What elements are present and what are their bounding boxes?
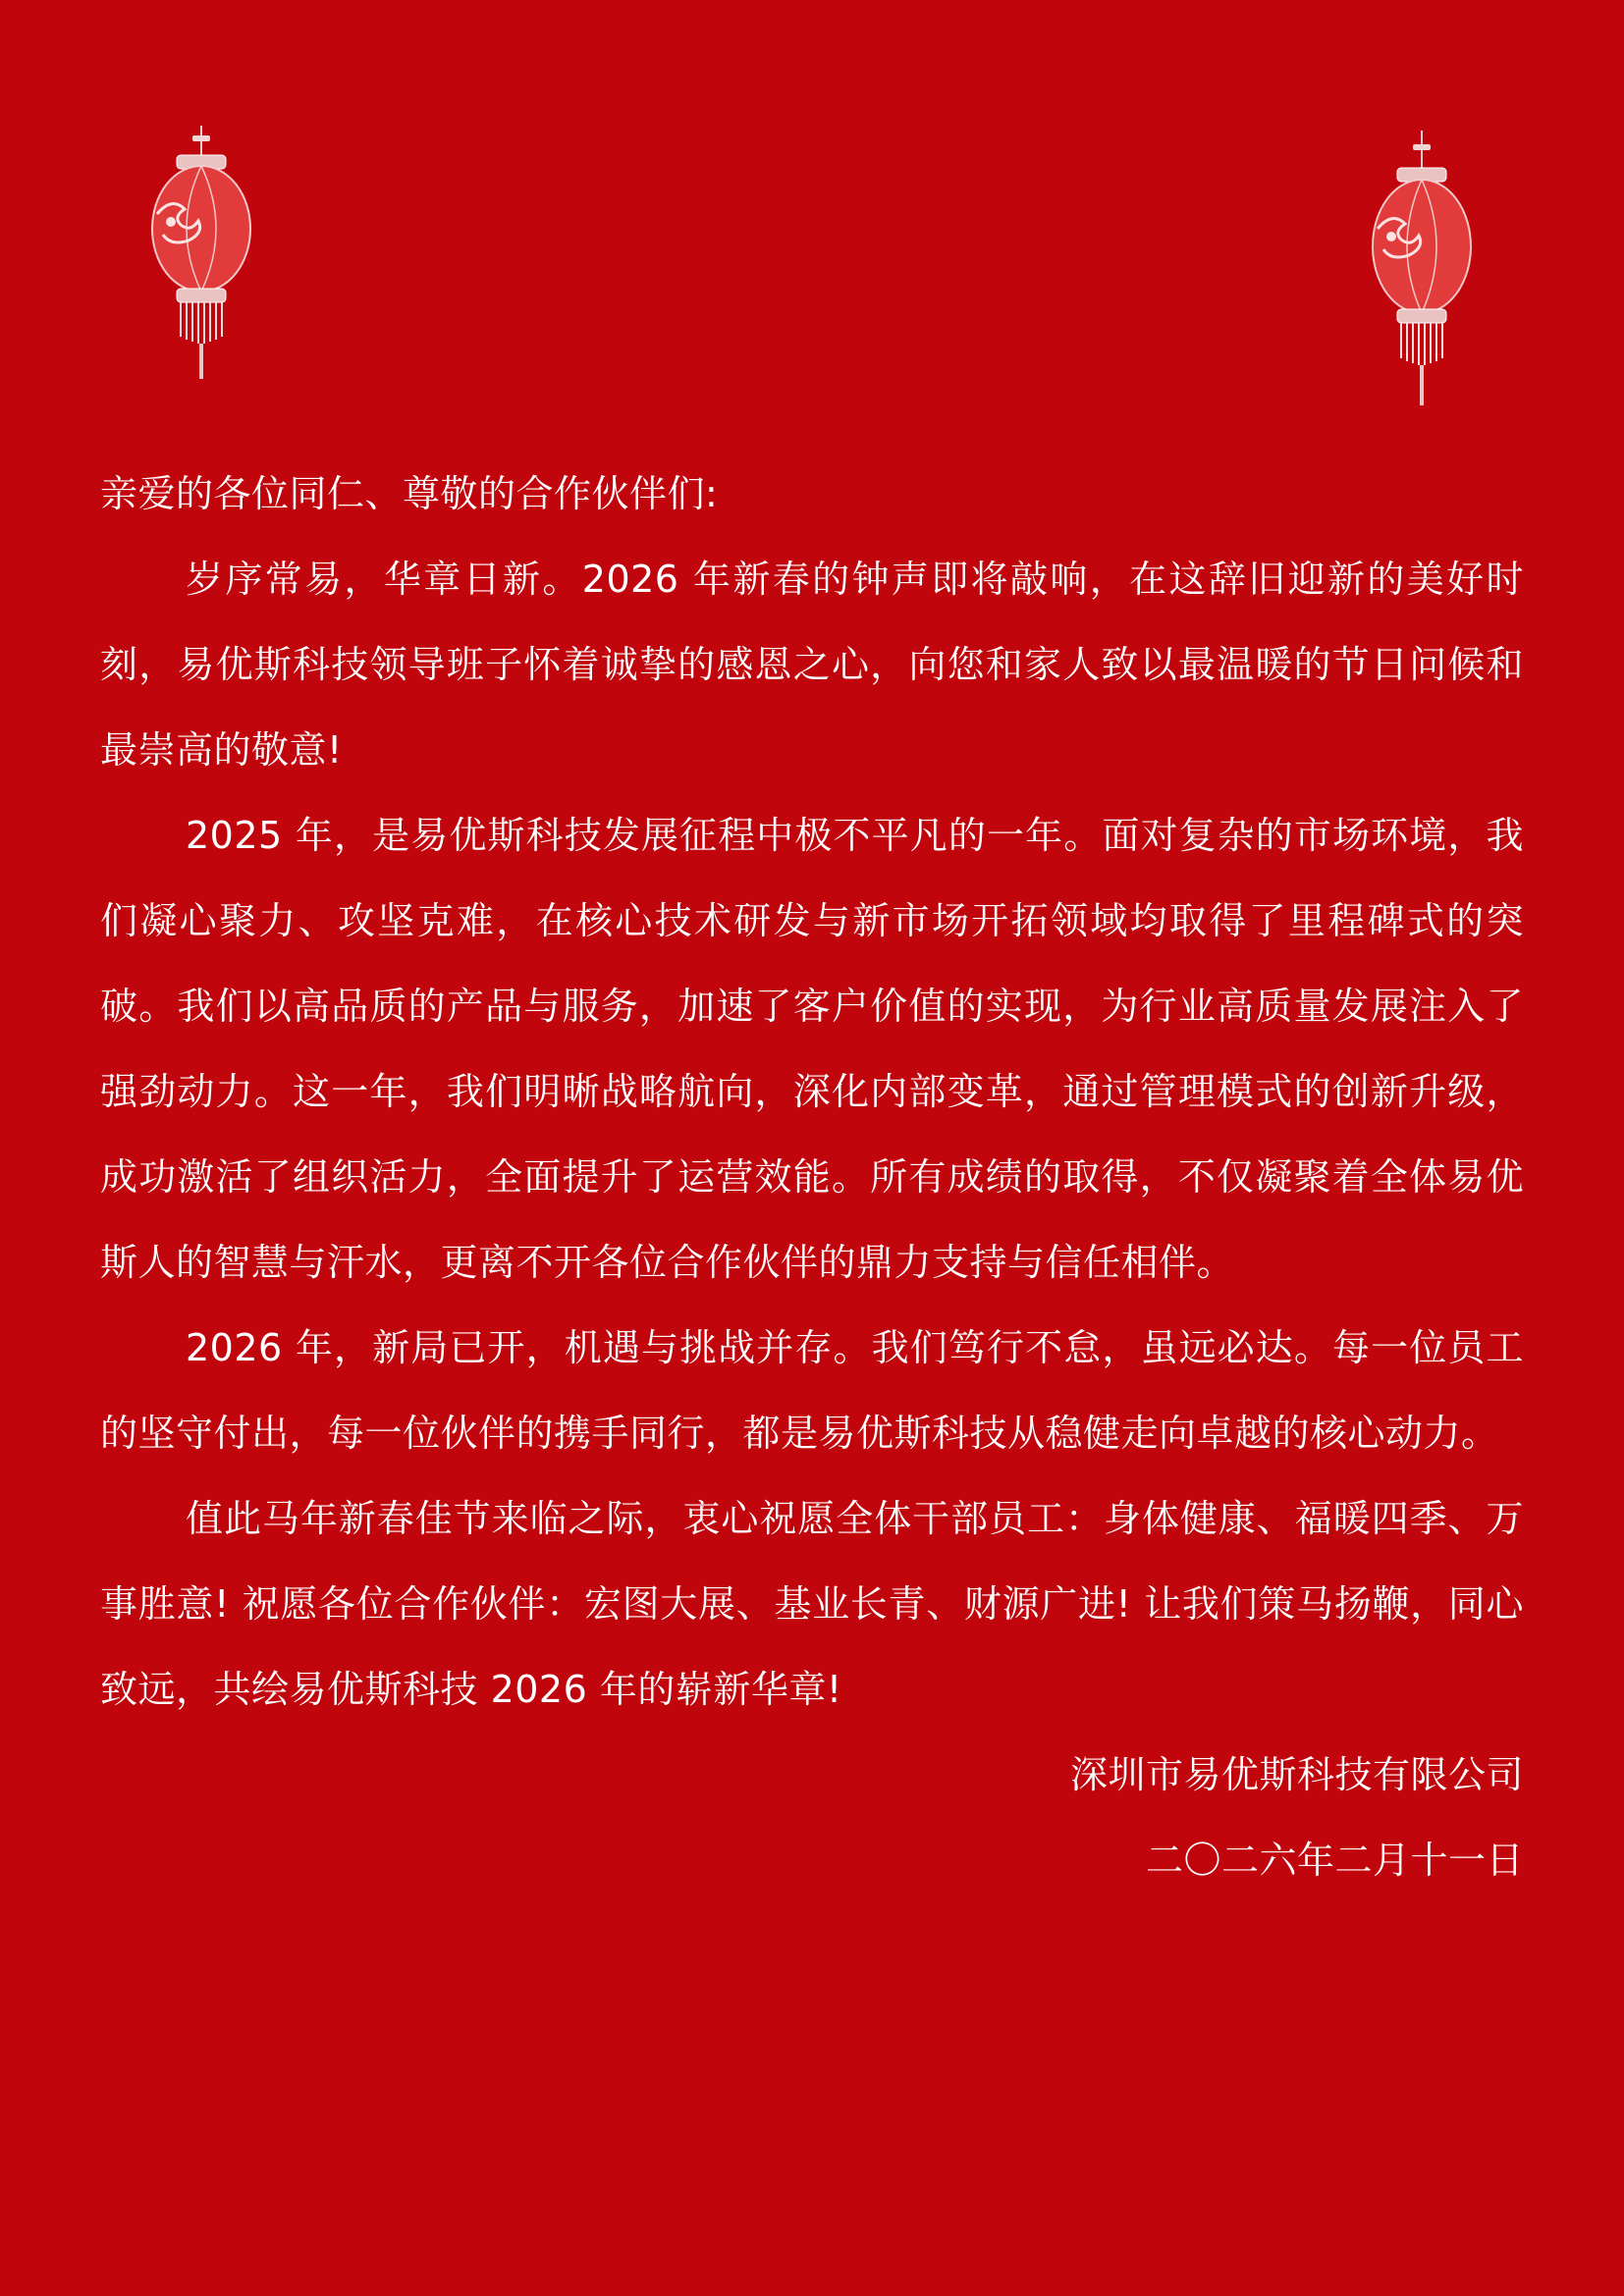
letter-body: [100, 452, 1524, 1903]
signature-company: 深圳市易优斯科技有限公司: [1069, 1753, 1524, 1796]
greeting-line: 亲爱的各位同仁、尊敬的合作伙伴们:: [100, 472, 719, 515]
lantern-left-icon: [147, 126, 255, 381]
lantern-right-icon: [1368, 131, 1476, 410]
signature-date: 二〇二六年二月十一日: [1145, 1839, 1524, 1882]
paragraph-2026-outlook: 2026 年，新局已开，机遇与挑战并存。我们笃行不怠，虽远必达。每一位员工的坚守付出，每一位伙伴的携手同行，都是易优斯科技从稳健走向卓越的核心动力。: [100, 1326, 1524, 1455]
paragraph-blessings: 值此马年新春佳节来临之际，衷心祝愿全体干部员工：身体健康、福暖四季、万事胜意! 祝愿各位合作伙伴：宏图大展、基业长青、财源广进! 让我们策马扬鞭，同心致远，共绘易优斯科技 2026 年的崭新华章!: [100, 1497, 1524, 1711]
paragraph-new-year-wishes: 岁序常易，华章日新。2026 年新春的钟声即将敲响，在这辞旧迎新的美好时刻，易优斯科技领导班子怀着诚挚的感恩之心，向您和家人致以最温暖的节日问候和最崇高的敬意!: [100, 558, 1524, 772]
paragraph-2025-review: 2025 年，是易优斯科技发展征程中极不平凡的一年。面对复杂的市场环境，我们凝心聚力、攻坚克难，在核心技术研发与新市场开拓领域均取得了里程碑式的突破。我们以高品质的产品与服务，加速了客户价值的实现，为行业高质量发展注入了强劲动力。这一年，我们明晰战略航向，深化内部变革，通过管理模式的创新升级，成功激活了组织活力，全面提升了运营效能。所有成绩的取得，不仅凝聚着全体易优斯人的智慧与汗水，更离不开各位合作伙伴的鼎力支持与信任相伴。: [100, 814, 1524, 1284]
